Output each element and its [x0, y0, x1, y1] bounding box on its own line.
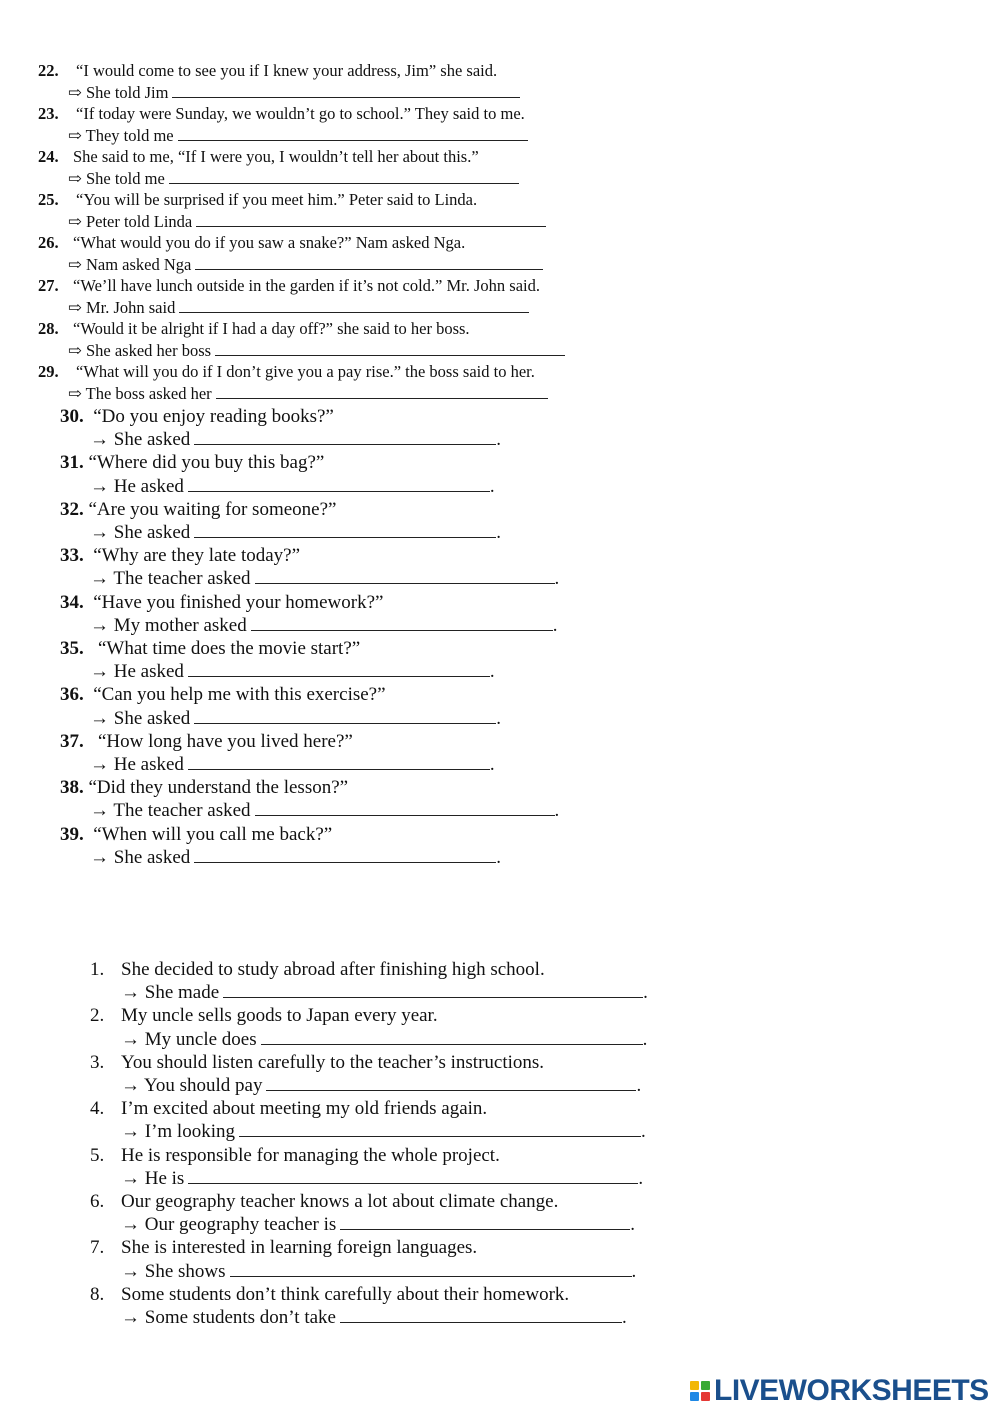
item-number: 33.	[60, 545, 84, 567]
item-question: “Did they understand the lesson?”	[88, 777, 349, 799]
answer-prompt: → You should pay	[121, 1075, 263, 1097]
answer-blank[interactable]	[178, 125, 528, 141]
answer-blank[interactable]	[188, 476, 490, 492]
answer-prompt: → He asked	[90, 754, 184, 776]
item-question: Our geography teacher knows a lot about climate change.	[121, 1191, 559, 1213]
item-question: “What time does the movie start?”	[98, 638, 361, 660]
item-number: 31.	[60, 452, 84, 474]
exercise-item: 38. “Did they understand the lesson?” → The teacher asked .	[60, 777, 560, 822]
item-number: 25.	[38, 190, 59, 209]
answer-blank[interactable]	[255, 568, 555, 584]
answer-blank[interactable]	[215, 340, 565, 356]
mark-square	[701, 1392, 710, 1401]
exercise-item: 5. He is responsible for managing the whole project. → He is .	[90, 1144, 644, 1189]
answer-prompt: → My uncle does	[121, 1028, 257, 1050]
exercise-item: 8. Some students don’t think carefully about their homework. → Some students don’t take .	[90, 1283, 627, 1329]
item-number: 1.	[90, 959, 105, 980]
exercise-item: 6. Our geography teacher knows a lot about climate change. → Our geography teacher is .	[90, 1191, 636, 1236]
answer-blank[interactable]	[340, 1307, 622, 1323]
answer-blank[interactable]	[188, 754, 490, 770]
item-question: “When will you call me back?”	[93, 823, 333, 845]
exercise-item: 1. She decided to study abroad after finishing high school. → She made .	[90, 959, 648, 1004]
answer-prompt: ⇨ Peter told Linda	[68, 211, 193, 231]
answer-blank[interactable]	[188, 1168, 638, 1184]
answer-blank[interactable]	[251, 615, 553, 631]
exercise-item	[38, 232, 658, 275]
item-number: 27.	[38, 276, 59, 295]
answer-prompt: ⇨ She asked her boss	[68, 340, 212, 360]
answer-prompt: → He asked	[90, 661, 184, 683]
item-question: “What will you do if I don’t give you a pay rise.” the boss said to her.	[76, 362, 535, 381]
item-question: “Why are they late today?”	[93, 545, 301, 567]
item-number: 35.	[60, 638, 84, 660]
exercise-item: 3. You should listen carefully to the teacher’s instructions. → You should pay .	[90, 1051, 642, 1097]
exercise-section-reported-conditionals	[38, 60, 658, 404]
item-question: “If today were Sunday, we wouldn’t go to school.” They said to me.	[76, 104, 525, 123]
answer-blank[interactable]	[195, 254, 543, 270]
exercise-item: 35. “What time does the movie start?” → He asked .	[60, 638, 495, 683]
item-question: “Would it be alright if I had a day off?” she said to her boss.	[73, 319, 470, 338]
answer-blank[interactable]	[266, 1075, 636, 1091]
exercise-item	[38, 318, 658, 361]
exercise-item	[38, 103, 658, 146]
item-number: 3.	[90, 1051, 105, 1073]
answer-prompt: ⇨ She told Jim	[68, 82, 169, 102]
item-number: 34.	[60, 591, 84, 613]
answer-prompt: → She asked	[90, 429, 191, 451]
mark-square	[701, 1381, 710, 1390]
answer-prompt: → He asked	[90, 475, 184, 497]
exercise-item: 4. I’m excited about meeting my old friends again. → I’m looking .	[90, 1098, 646, 1143]
answer-blank[interactable]	[188, 661, 490, 677]
mark-square	[690, 1392, 699, 1401]
exercise-item	[38, 146, 658, 189]
answer-prompt: → She made	[121, 982, 220, 1004]
answer-prompt: → My mother asked	[90, 614, 247, 636]
item-number: 2.	[90, 1005, 105, 1027]
answer-prompt: ⇨ They told me	[68, 125, 174, 145]
answer-blank[interactable]	[169, 168, 519, 184]
item-question: “What would you do if you saw a snake?” Nam asked Nga.	[73, 233, 466, 252]
item-question: “Can you help me with this exercise?”	[93, 684, 386, 706]
answer-blank[interactable]	[340, 1214, 630, 1230]
item-question: “Are you waiting for someone?”	[88, 498, 337, 520]
item-question: My uncle sells goods to Japan every year.	[121, 1005, 438, 1027]
item-number: 22.	[38, 61, 59, 80]
item-number: 6.	[90, 1191, 105, 1213]
answer-prompt: → Our geography teacher is	[121, 1214, 337, 1236]
answer-prompt: ⇨ She told me	[68, 168, 165, 188]
item-number: 4.	[90, 1098, 105, 1120]
answer-blank[interactable]	[179, 297, 529, 313]
exercise-item	[38, 275, 658, 318]
answer-blank[interactable]	[223, 982, 643, 998]
item-number: 8.	[90, 1283, 105, 1305]
item-number: 39.	[60, 823, 84, 845]
answer-prompt: → She shows	[121, 1260, 226, 1282]
item-question: Some students don’t think carefully about their homework.	[121, 1283, 570, 1305]
answer-blank[interactable]	[194, 429, 496, 445]
item-number: 37.	[60, 730, 84, 752]
item-question: “How long have you lived here?”	[98, 730, 353, 752]
exercise-item: 30. “Do you enjoy reading books?” → She asked .	[60, 406, 502, 451]
exercise-item	[38, 361, 658, 404]
item-question: “Have you finished your homework?”	[93, 591, 384, 613]
exercise-section-rewrite-sentences	[90, 958, 730, 1329]
answer-prompt: ⇨ Mr. John said	[68, 297, 176, 317]
item-question: She said to me, “If I were you, I wouldn’t tell her about this.”	[73, 147, 479, 166]
answer-prompt: → She asked	[90, 522, 191, 544]
item-question: You should listen carefully to the teacher’s instructions.	[121, 1051, 545, 1073]
liveworksheets-mark-icon	[690, 1381, 710, 1401]
item-number: 30.	[60, 406, 84, 427]
exercise-item	[38, 60, 658, 103]
item-question: I’m excited about meeting my old friends again.	[121, 1098, 488, 1120]
answer-prompt: → She asked	[90, 707, 191, 729]
answer-prompt: ⇨ Nam asked Nga	[68, 254, 192, 274]
item-number: 38.	[60, 777, 84, 799]
item-number: 32.	[60, 498, 84, 520]
exercise-item: 2. My uncle sells goods to Japan every year. → My uncle does .	[90, 1005, 648, 1050]
item-question: He is responsible for managing the whole project.	[121, 1144, 500, 1166]
exercise-item: 37. “How long have you lived here?” → He asked .	[60, 730, 495, 776]
answer-prompt: ⇨ The boss asked her	[68, 383, 212, 403]
answer-blank[interactable]	[230, 1261, 632, 1277]
answer-blank[interactable]	[172, 82, 520, 98]
item-number: 23.	[38, 104, 59, 123]
answer-blank[interactable]	[261, 1029, 643, 1045]
item-question: “I would come to see you if I knew your address, Jim” she said.	[76, 61, 498, 80]
answer-prompt: → She asked	[90, 846, 191, 868]
answer-prompt: → I’m looking	[121, 1121, 235, 1143]
item-question: “Do you enjoy reading books?”	[93, 406, 334, 427]
item-number: 29.	[38, 362, 59, 381]
item-question: “We’ll have lunch outside in the garden if it’s not cold.” Mr. John said.	[73, 276, 540, 295]
item-question: She decided to study abroad after finishing high school.	[121, 959, 545, 980]
exercise-item: 39. “When will you call me back?” → She asked .	[60, 823, 502, 868]
exercise-item: 33. “Why are they late today?” → The teacher asked .	[60, 545, 560, 590]
exercise-item: 36. “Can you help me with this exercise?” → She asked .	[60, 684, 502, 729]
answer-blank[interactable]	[216, 383, 548, 399]
brand-name: LIVEWORKSHEETS	[714, 1374, 989, 1407]
item-number: 28.	[38, 319, 59, 338]
item-question: “Where did you buy this bag?”	[88, 452, 325, 474]
exercise-item	[38, 189, 658, 232]
answer-blank[interactable]	[255, 800, 555, 816]
answer-blank[interactable]	[196, 211, 546, 227]
exercise-item: 31. “Where did you buy this bag?” → He asked .	[60, 452, 495, 497]
item-number: 26.	[38, 233, 59, 252]
answer-prompt: → The teacher asked	[90, 800, 251, 822]
item-number: 5.	[90, 1144, 105, 1166]
exercise-item: 7. She is interested in learning foreign languages. → She shows .	[90, 1237, 637, 1282]
exercise-item: 34. “Have you finished your homework?” → My mother asked .	[60, 591, 558, 636]
answer-prompt: → He is	[121, 1167, 185, 1189]
answer-blank[interactable]	[194, 708, 496, 724]
answer-prompt: → Some students don’t take	[121, 1307, 336, 1329]
mark-square	[690, 1381, 699, 1390]
answer-blank[interactable]	[239, 1121, 641, 1137]
exercise-section-reported-questions	[60, 405, 680, 869]
item-question: She is interested in learning foreign languages.	[121, 1237, 478, 1259]
exercise-item: 32. “Are you waiting for someone?” → She asked .	[60, 498, 502, 544]
item-number: 36.	[60, 684, 84, 706]
item-number: 7.	[90, 1237, 105, 1259]
answer-prompt: → The teacher asked	[90, 568, 251, 590]
item-question: “You will be surprised if you meet him.” Peter said to Linda.	[76, 190, 478, 209]
liveworksheets-logo	[690, 1374, 989, 1408]
answer-blank[interactable]	[194, 847, 496, 863]
item-number: 24.	[38, 147, 59, 166]
answer-blank[interactable]	[194, 522, 496, 538]
